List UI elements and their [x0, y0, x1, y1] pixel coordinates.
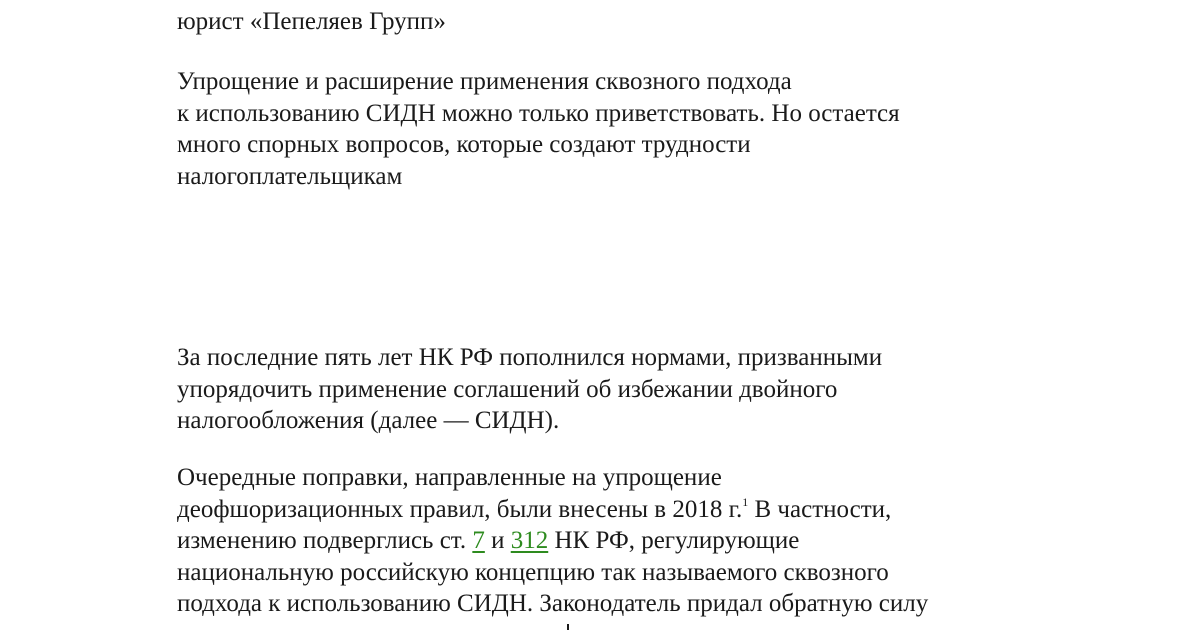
paragraph-text: деофшоризационных правил, были внесены в 2018 г. — [177, 495, 743, 523]
lead-paragraph — [177, 66, 1077, 192]
cut-off-text-fragment — [567, 624, 569, 630]
author-text: юрист «Пепеляев Групп» — [177, 8, 446, 35]
paragraph-line: налогообложения (далее — СИДН). — [177, 407, 560, 435]
body-paragraph-1 — [177, 342, 1077, 437]
paragraph-text: и — [484, 527, 511, 555]
paragraph-line: подхода к использованию СИДН. Законодатель придал обратную силу — [177, 590, 929, 618]
lead-line: к использованию СИДН можно только приветствовать. Но остается — [177, 99, 900, 127]
paragraph-line: За последние пять лет НК РФ пополнился нормами, призванными — [177, 344, 883, 371]
paragraph-text: НК РФ, регулирующие — [548, 527, 800, 555]
paragraph-line: национальную российскую концепцию так называемого сквозного — [177, 558, 889, 586]
lead-line: Упрощение и расширение применения сквозного подхода — [177, 68, 792, 95]
author-line — [177, 6, 1077, 38]
paragraph-line: упорядочить применение соглашений об избежании двойного — [177, 375, 838, 403]
article-7-link[interactable]: 7 — [472, 527, 485, 555]
paragraph-text: изменению подверглись ст. — [177, 527, 473, 555]
paragraph-text: В частности, — [748, 495, 892, 523]
paragraph-line: Очередные поправки, направленные на упрощение — [177, 464, 722, 491]
footnote-marker[interactable]: 1 — [742, 494, 749, 509]
body-paragraph-2 — [177, 462, 1077, 620]
paragraph-line — [177, 494, 1077, 526]
article-312-link[interactable]: 312 — [510, 527, 549, 555]
lead-line: налогоплательщикам — [177, 162, 403, 190]
paragraph-line — [177, 525, 1077, 557]
lead-line: много спорных вопросов, которые создают трудности — [177, 131, 751, 159]
